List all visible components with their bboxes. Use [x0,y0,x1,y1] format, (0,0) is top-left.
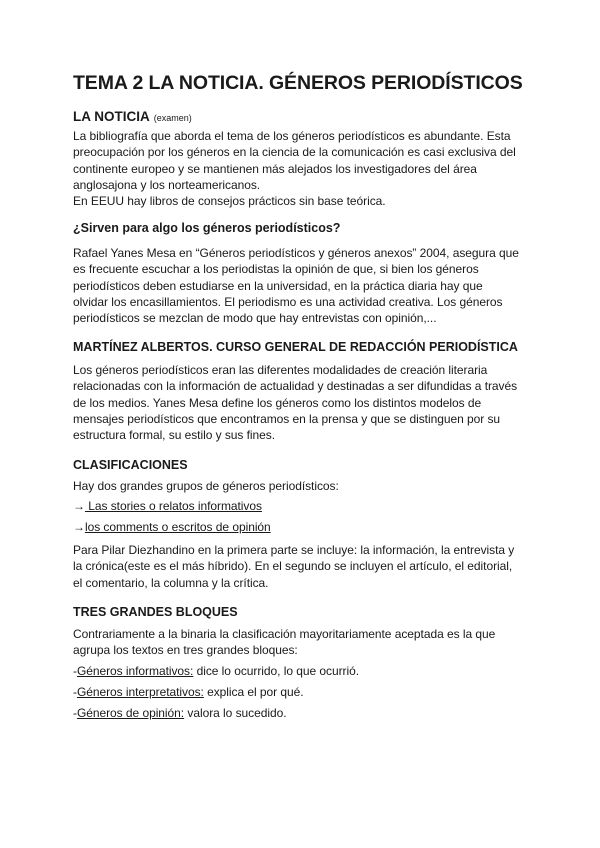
section-clasificaciones-body [73,542,533,591]
list-item-label: Las stories o relatos informativos [84,499,262,513]
section-martinez-body [73,362,533,443]
paragraph [73,245,533,326]
list-item [73,498,533,514]
section-heading-martinez: MARTÍNEZ ALBERTOS. CURSO GENERAL DE REDACCIÓN PERIODÍSTICA [73,340,518,354]
list-item-line [73,684,533,700]
text-line: olvidar los encasillamientos. El periodismo es una actividad creativa. Los géneros [73,294,503,309]
section-sirven [73,221,533,235]
list-item-text [73,705,533,721]
list-item [73,519,533,535]
text-line: el comentario, la columna y la crítica. [73,575,269,590]
section-heading-text: LA NOTICIA [73,109,150,124]
text-line: continente europeo y se mantienen más alejados los investigadores del área [73,161,477,176]
section-tres-bloques-body [73,626,533,659]
text-line: relacionadas con la información de actualidad y destinadas a ser difundidas a través [73,379,518,394]
text-line: Hay dos grandes grupos de géneros periodísticos: [73,479,339,493]
list-item-text [73,519,533,535]
list-item-line [73,705,533,721]
arrow-icon: → [73,499,85,513]
text-line: Para Pilar Diezhandino en la primera parte se incluye: la información, la entrevista y [73,543,515,557]
section-heading-clasificaciones: CLASIFICACIONES [73,458,188,472]
text-line: es frecuente escuchar a los periodistas la opinión de que, si bien los géneros [73,262,479,277]
paragraph [73,362,533,443]
list-item-label: los comments o escritos de opinión [84,520,271,534]
text-line: periodísticos se mezclan de modo que hay entrevistas con opinión,... [73,311,437,326]
list-item-text [73,663,533,679]
text-line: En EEUU hay libros de consejos prácticos sin base teórica. [73,194,386,209]
list-item-line [73,663,533,679]
document-title: TEMA 2 LA NOTICIA. GÉNEROS PERIODÍSTICOS [73,72,523,94]
list-item [73,684,533,700]
text-line: mensajes periodísticos que encontramos en la prensa y que se distinguen por su [73,411,501,426]
list-item-desc: valora lo sucedido. [184,706,287,720]
dash-marker: - [73,706,77,720]
arrow-icon: → [73,520,85,534]
text-line: anglosajona y los norteamericanos. [73,177,261,192]
list-item [73,705,533,721]
text-line: estructura formal, su estilo y sus fines. [73,428,276,443]
text-line: Contrariamente a la binaria la clasificación mayoritariamente aceptada es la que [73,627,496,641]
dash-marker: - [73,664,77,678]
text-line: agrupa los textos en tres grandes bloques: [73,643,298,658]
list-item-desc: dice lo ocurrido, lo que ocurrió. [193,664,360,678]
list-item-text [73,498,533,514]
paragraph [73,128,533,209]
text-line: Rafael Yanes Mesa en “Géneros periodísticos y géneros anexos” 2004, asegura que [73,246,519,260]
section-la-noticia-body [73,128,533,209]
list-item-line [73,519,533,535]
section-heading-sirven: ¿Sirven para algo los géneros periodísticos? [73,221,341,235]
section-heading-tres-bloques: TRES GRANDES BLOQUES [73,605,238,619]
list-item-term: Géneros informativos: [76,664,194,678]
section-martinez [73,340,533,354]
section-tres-bloques [73,605,533,619]
list-item [73,663,533,679]
dash-marker: - [73,685,77,699]
paragraph [73,626,533,659]
paragraph [73,478,533,494]
section-clasificaciones-intro [73,478,533,494]
list-item-term: Géneros de opinión: [76,706,185,720]
section-heading-la-noticia [73,109,192,124]
text-line: de los medios. Yanes Mesa define los géneros como los distintos modelos de [73,395,482,410]
list-item-term: Géneros interpretativos: [76,685,204,699]
text-line: La bibliografía que aborda el tema de los géneros periodísticos es abundante. Esta [73,129,511,143]
list-item-desc: explica el por qué. [203,685,304,699]
text-line: la crónica(este es el más híbrido). En el segundo se incluyen el artículo, el editorial, [73,559,513,574]
section-sirven-body [73,245,533,326]
list-item-line [73,498,533,514]
section-clasificaciones [73,458,533,472]
text-line: Los géneros periodísticos eran las diferentes modalidades de creación literaria [73,363,488,377]
list-item-text [73,684,533,700]
paragraph [73,542,533,591]
section-heading-note: (examen) [153,113,192,123]
text-line: periodísticos deben estudiarse en la universidad, en la práctica diaria hay que [73,278,483,293]
text-line: preocupación por los géneros en la ciencia de la comunicación es casi exclusiva del [73,145,516,160]
